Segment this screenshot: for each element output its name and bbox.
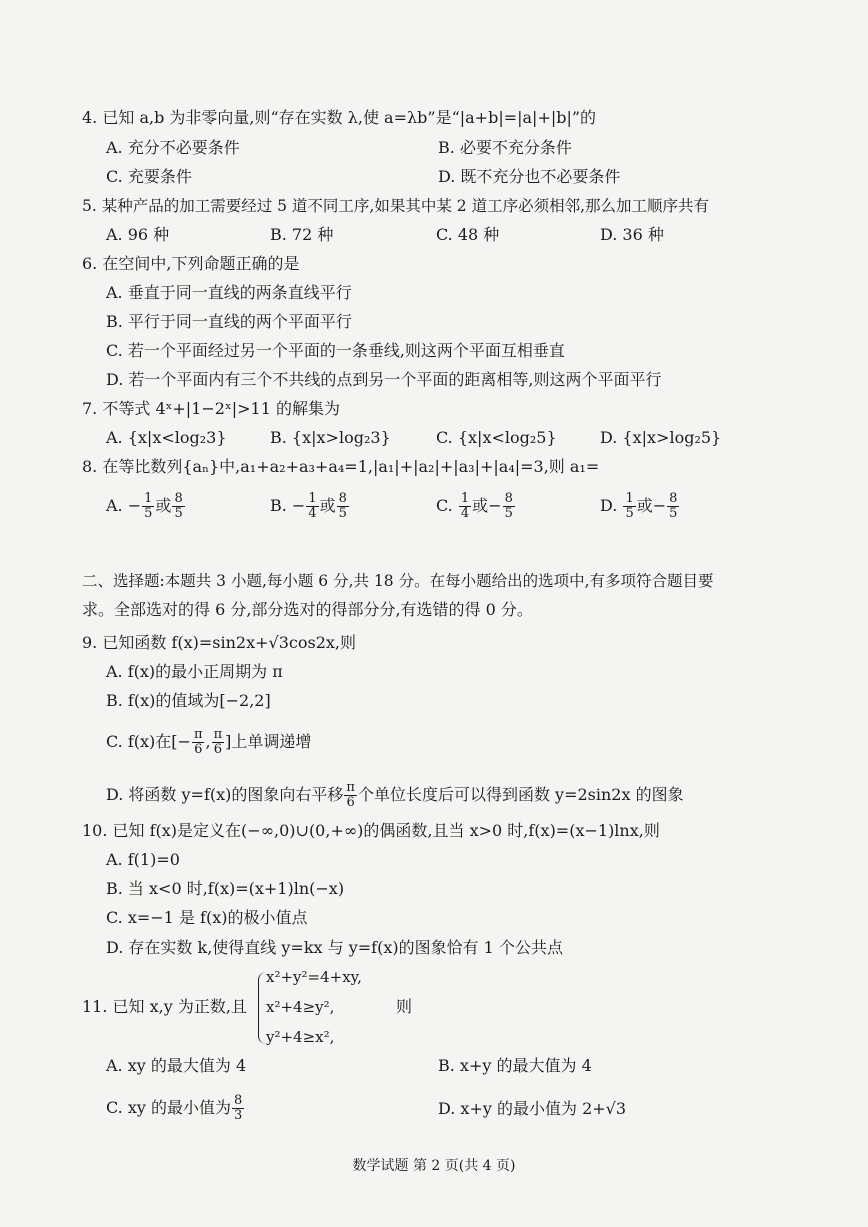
q8-d-frac1-den: 5 bbox=[625, 506, 634, 521]
q8-b-frac1 bbox=[306, 492, 318, 521]
q8-b-prefix: B. − bbox=[270, 496, 306, 515]
q8-option-d bbox=[600, 492, 680, 521]
q7-stem: 7. 不等式 4ˣ+|1−2ˣ|>11 的解集为 bbox=[82, 399, 340, 418]
q5-option-a: A. 96 种 bbox=[106, 225, 170, 244]
q9-c-frac1-den: 6 bbox=[194, 742, 203, 757]
q8-c-frac2-num: 8 bbox=[504, 491, 513, 506]
q11-stem-end: 则 bbox=[396, 997, 413, 1016]
q7-option-b: B. {x|x>log₂3} bbox=[270, 428, 391, 447]
q8-b-frac2-num: 8 bbox=[338, 491, 347, 506]
q6-option-b: B. 平行于同一直线的两个平面平行 bbox=[106, 312, 352, 331]
q8-b-frac1-den: 4 bbox=[308, 506, 317, 521]
q8-a-frac1-num: 1 bbox=[144, 491, 153, 506]
q10-option-a: A. f(1)=0 bbox=[106, 850, 180, 869]
q9-stem: 9. 已知函数 f(x)=sin2x+√3cos2x,则 bbox=[82, 633, 356, 652]
q8-d-frac2-den: 5 bbox=[669, 506, 678, 521]
q11-c-frac bbox=[232, 1094, 244, 1123]
q4-stem: 4. 已知 a,b 为非零向量,则“存在实数 λ,使 a=λb”是“|a+b|=|a|+|b|”的 bbox=[82, 108, 597, 127]
q9-option-b: B. f(x)的值域为[−2,2] bbox=[106, 691, 271, 710]
q9-c-frac1 bbox=[192, 728, 205, 757]
q11-c-frac-den: 3 bbox=[234, 1108, 243, 1123]
q9-c-frac1-num: π bbox=[193, 727, 203, 742]
q9-c-prefix: C. f(x)在[− bbox=[106, 732, 191, 751]
q8-c-mid: 或− bbox=[472, 496, 502, 515]
q11-c-frac-num: 8 bbox=[234, 1093, 243, 1108]
section2-line2: 求。全部选对的得 6 分,部分选对的得部分分,有选错的得 0 分。 bbox=[82, 600, 533, 619]
q11-c-prefix: C. xy 的最小值为 bbox=[106, 1098, 231, 1117]
q4-option-c: C. 充要条件 bbox=[106, 167, 192, 186]
q11-system-eq2: x²+4≥y², bbox=[266, 998, 335, 1016]
q5-option-d: D. 36 种 bbox=[600, 225, 664, 244]
q11-system-eq3: y²+4≥x², bbox=[266, 1028, 335, 1046]
q6-option-a: A. 垂直于同一直线的两条直线平行 bbox=[106, 283, 352, 302]
q8-c-frac1-den: 4 bbox=[460, 506, 470, 521]
q8-b-frac1-num: 1 bbox=[308, 491, 317, 506]
q8-d-prefix: D. bbox=[600, 496, 618, 515]
q11-stem: 11. 已知 x,y 为正数,且 bbox=[82, 997, 247, 1016]
q8-b-frac2-den: 5 bbox=[338, 506, 347, 521]
q8-option-c bbox=[436, 492, 516, 521]
q5-stem: 5. 某种产品的加工需要经过 5 道不同工序,如果其中某 2 道工序必须相邻,那么加工顺序共有 bbox=[82, 197, 710, 215]
q8-a-frac1-den: 5 bbox=[144, 506, 153, 521]
q9-option-a: A. f(x)的最小正周期为 π bbox=[106, 662, 283, 681]
q8-d-frac2-num: 8 bbox=[669, 491, 678, 506]
q8-c-frac2 bbox=[503, 492, 515, 521]
q8-c-prefix: C. bbox=[436, 496, 453, 515]
q9-option-d bbox=[106, 781, 684, 810]
q9-c-frac2-num: π bbox=[213, 727, 223, 742]
q10-option-c: C. x=−1 是 f(x)的极小值点 bbox=[106, 908, 308, 927]
q9-c-frac2-den: 6 bbox=[213, 742, 222, 757]
q11-option-d: D. x+y 的最小值为 2+√3 bbox=[438, 1099, 627, 1118]
q6-option-d: D. 若一个平面内有三个不共线的点到另一个平面的距离相等,则这两个平面平行 bbox=[106, 370, 662, 389]
q4-option-b: B. 必要不充分条件 bbox=[438, 138, 572, 157]
q11-option-b: B. x+y 的最大值为 4 bbox=[438, 1056, 592, 1075]
q8-option-a bbox=[106, 492, 186, 521]
q8-a-frac2-num: 8 bbox=[174, 491, 183, 506]
q8-c-frac1 bbox=[459, 492, 471, 521]
q10-stem: 10. 已知 f(x)是定义在(−∞,0)∪(0,+∞)的偶函数,且当 x>0 时,f(x)=(x−1)lnx,则 bbox=[82, 821, 660, 840]
q4-option-a: A. 充分不必要条件 bbox=[106, 138, 240, 157]
q8-stem: 8. 在等比数列{aₙ}中,a₁+a₂+a₃+a₄=1,|a₁|+|a₂|+|a₃|+|a₄|=3,则 a₁= bbox=[82, 457, 600, 476]
q4-option-d: D. 既不充分也不必要条件 bbox=[438, 167, 621, 186]
q9-c-suffix: ]上单调递增 bbox=[225, 732, 312, 751]
q9-d-frac bbox=[344, 781, 357, 810]
q7-option-a: A. {x|x<log₂3} bbox=[106, 428, 227, 447]
q8-d-frac2 bbox=[667, 492, 679, 521]
q6-stem: 6. 在空间中,下列命题正确的是 bbox=[82, 254, 300, 273]
q9-d-suffix: 个单位长度后可以得到函数 y=2sin2x 的图象 bbox=[357, 785, 684, 804]
q8-c-frac1-num: 1 bbox=[460, 491, 470, 506]
q8-a-mid: 或 bbox=[155, 496, 172, 515]
q8-d-frac1 bbox=[623, 492, 635, 521]
q7-option-d: D. {x|x>log₂5} bbox=[600, 428, 722, 447]
page-footer: 数学试题 第 2 页(共 4 页) bbox=[352, 1158, 516, 1174]
q8-a-frac2-den: 5 bbox=[174, 506, 183, 521]
q11-option-c bbox=[106, 1094, 245, 1123]
q8-a-frac2 bbox=[172, 492, 184, 521]
q8-a-prefix: A. − bbox=[106, 496, 142, 515]
q9-option-c bbox=[106, 728, 311, 757]
q8-a-frac1 bbox=[142, 492, 154, 521]
q11-option-a: A. xy 的最大值为 4 bbox=[106, 1056, 247, 1075]
q8-d-frac1-num: 1 bbox=[625, 491, 634, 506]
q8-option-b bbox=[270, 492, 350, 521]
q9-d-prefix: D. 将函数 y=f(x)的图象向右平移 bbox=[106, 785, 344, 804]
q9-c-frac2 bbox=[212, 728, 225, 757]
q8-b-mid: 或 bbox=[319, 496, 336, 515]
q9-d-frac-den: 6 bbox=[346, 795, 355, 810]
q9-d-frac-num: π bbox=[346, 780, 355, 795]
q8-b-frac2 bbox=[337, 492, 349, 521]
q8-c-frac2-den: 5 bbox=[504, 506, 513, 521]
q9-c-mid: , bbox=[205, 732, 211, 751]
q10-option-b: B. 当 x<0 时,f(x)=(x+1)ln(−x) bbox=[106, 879, 345, 898]
q10-option-d: D. 存在实数 k,使得直线 y=kx 与 y=f(x)的图象恰有 1 个公共点 bbox=[106, 938, 563, 957]
q7-option-c: C. {x|x<log₂5} bbox=[436, 428, 557, 447]
section2-line1: 二、选择题:本题共 3 小题,每小题 6 分,共 18 分。在每小题给出的选项中,有多项符合题目要 bbox=[82, 572, 714, 590]
q5-option-c: C. 48 种 bbox=[436, 225, 500, 244]
q5-option-b: B. 72 种 bbox=[270, 225, 334, 244]
q11-system-eq1: x²+y²=4+xy, bbox=[266, 968, 362, 986]
q8-d-mid: 或− bbox=[636, 496, 667, 515]
q6-option-c: C. 若一个平面经过另一个平面的一条垂线,则这两个平面互相垂直 bbox=[106, 341, 565, 360]
